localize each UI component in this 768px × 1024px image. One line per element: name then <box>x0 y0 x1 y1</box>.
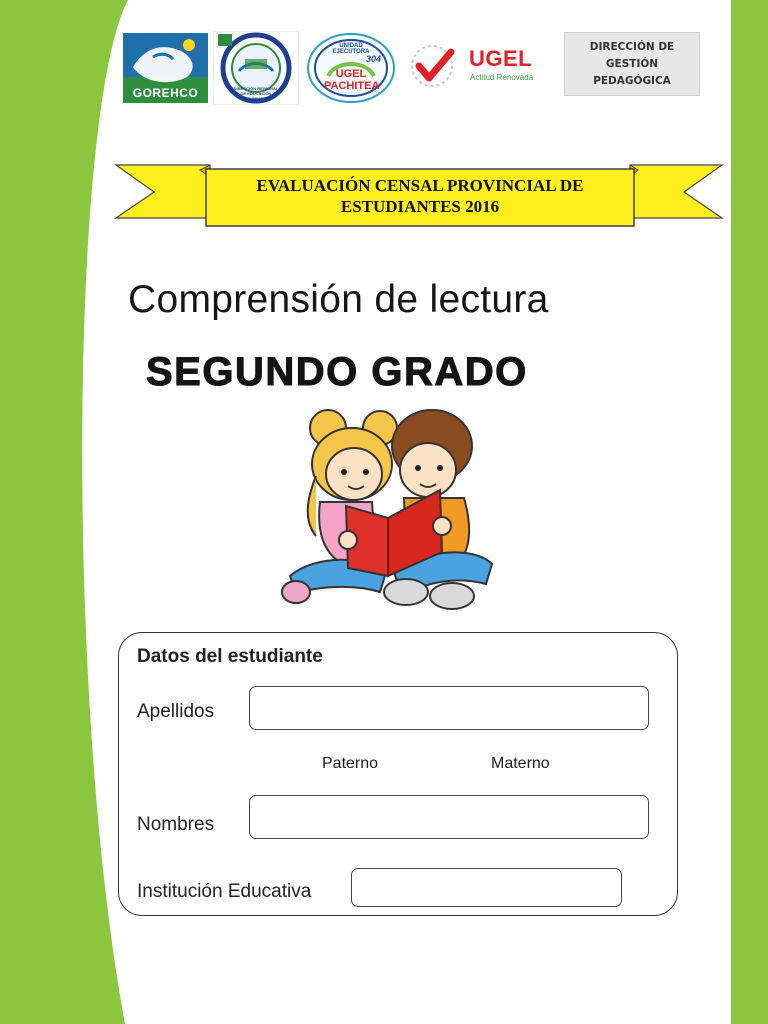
paternal-label: Paterno <box>322 755 379 772</box>
page-title: Comprensión de lectura <box>128 278 549 321</box>
surname-field[interactable] <box>249 686 649 730</box>
kids-reading-illustration <box>276 406 500 612</box>
banner-title <box>208 175 632 217</box>
school-field[interactable] <box>351 868 622 907</box>
names-label: Nombres <box>137 814 215 835</box>
grade-subtitle: SEGUNDO GRADO <box>146 350 528 394</box>
dre-huanuco-logo <box>213 31 299 105</box>
ugel-pachitea-logo <box>306 32 396 104</box>
ugel-pachitea-badge: 304 <box>366 54 382 64</box>
surname-label: Apellidos <box>137 701 215 722</box>
direction-line-3: PEDAGÓGICA <box>593 74 671 87</box>
ugel-logo-tagline: Actitud Renovada <box>470 73 534 82</box>
ugel-logo <box>407 40 547 92</box>
gorehco-logo <box>123 33 208 103</box>
maternal-label: Materno <box>491 755 550 772</box>
ugel-pachitea-arc-text: UNIDAD EJECUTORA <box>332 43 370 55</box>
names-field[interactable] <box>249 795 649 839</box>
banner-line-1: EVALUACIÓN CENSAL PROVINCIAL DE <box>256 176 584 195</box>
student-data-heading: Datos del estudiante <box>137 646 323 667</box>
direction-line-2: GESTIÓN <box>605 57 659 70</box>
gorehco-logo-text: GOREHCO <box>132 86 199 100</box>
direction-line-1: DIRECCIÓN DE <box>589 40 675 53</box>
dre-huanuco-logo-text: DIRECCIÓN REGIONAL DE EDUCACIÓN HUÁNUCO <box>233 86 279 101</box>
banner-line-2: ESTUDIANTES 2016 <box>340 197 500 216</box>
ugel-pachitea-logo-text: UGEL PACHITEA <box>324 68 380 92</box>
school-label: Institución Educativa <box>137 881 312 902</box>
direction-box <box>564 32 700 96</box>
ugel-logo-text: UGEL <box>469 46 533 71</box>
